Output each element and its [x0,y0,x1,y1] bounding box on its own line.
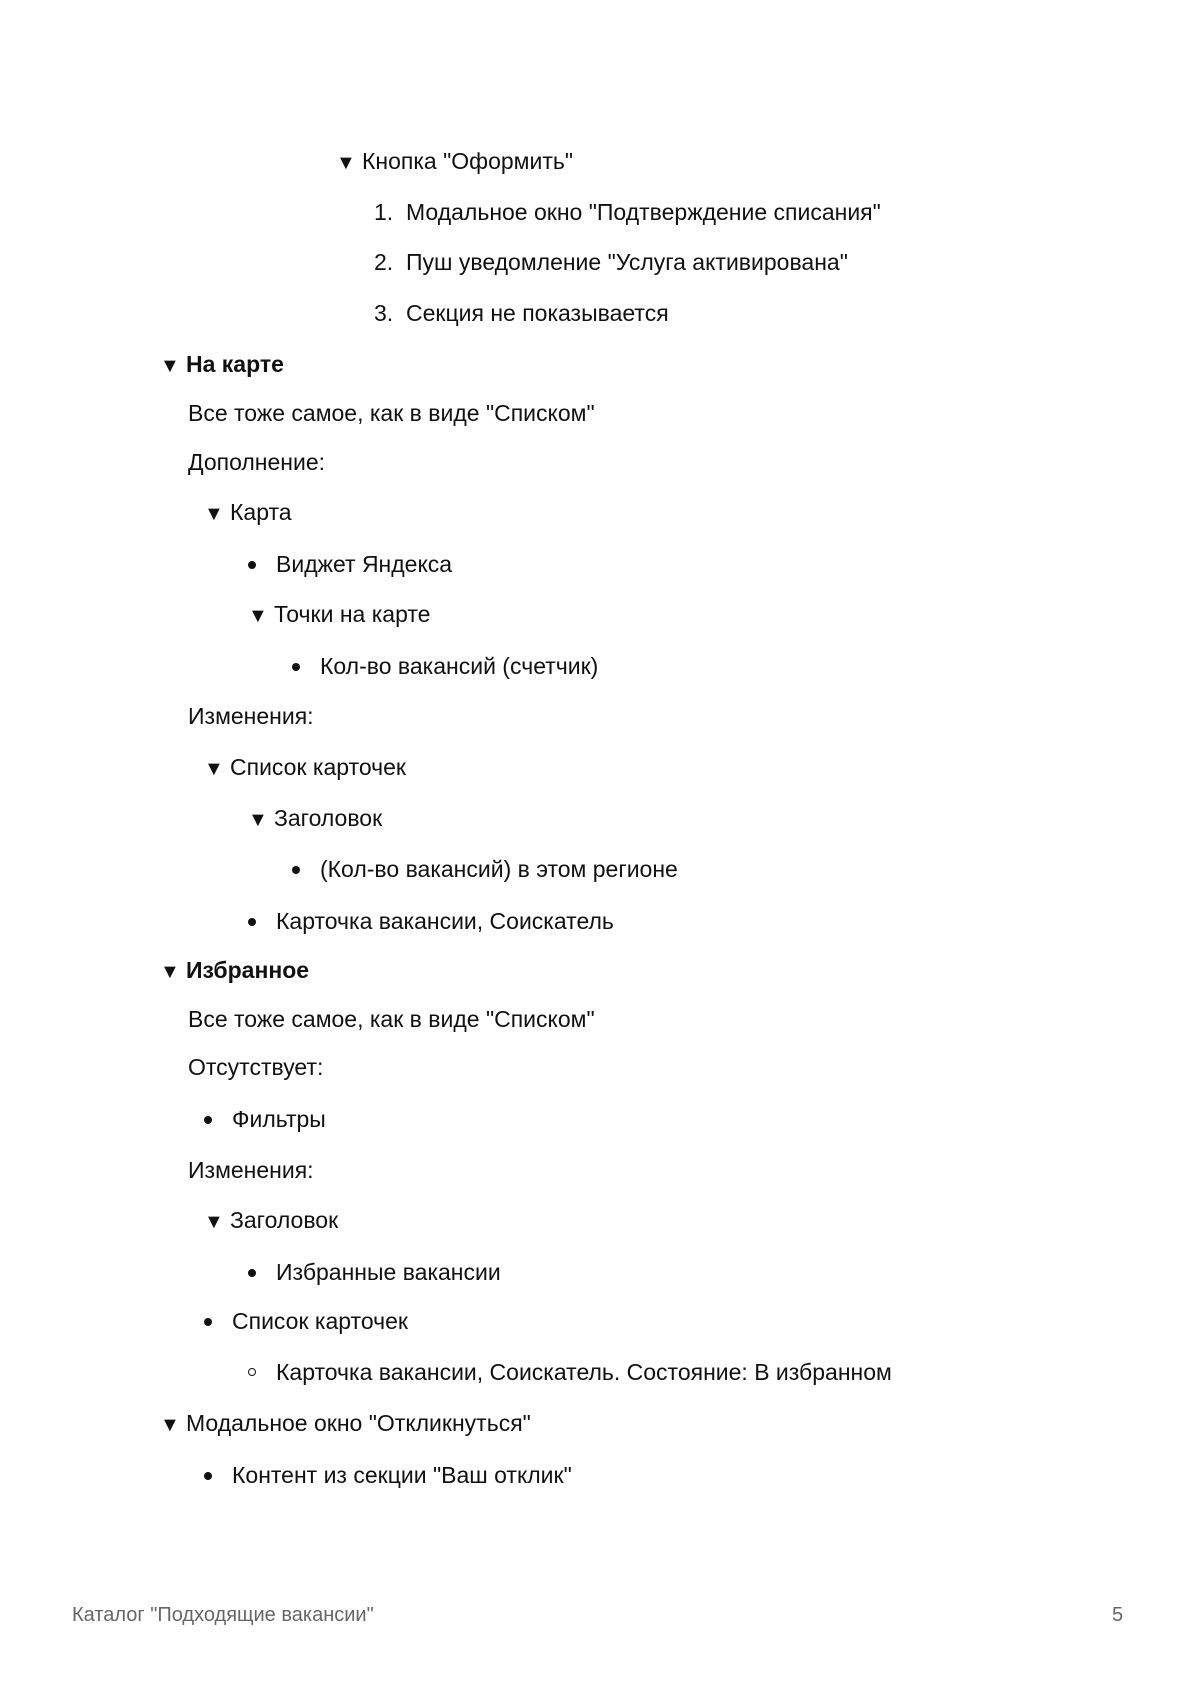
collapsible-heading[interactable] [248,803,382,835]
list-item-text: Карточка вакансии, Соискатель [276,908,614,934]
bullet-icon [248,561,256,569]
list-item-text: Карточка вакансии, Соискатель. Состояние: В избранном [276,1359,892,1385]
heading-text: Точки на карте [274,601,431,627]
list-item [276,549,452,579]
triangle-down-icon: ▼ [248,809,268,831]
triangle-down-icon: ▼ [204,758,224,780]
heading-text: Заголовок [230,1207,339,1233]
list-item [232,1104,326,1134]
bullet-icon [292,866,300,874]
footer-title: Каталог "Подходящие вакансии" [72,1604,374,1626]
triangle-down-icon: ▼ [204,503,224,525]
list-item [374,247,848,277]
paragraph: Изменения: [188,1157,314,1183]
list-item [276,906,614,936]
list-item [276,1357,892,1387]
list-item-text: Модальное окно "Подтверждение списания" [406,199,881,225]
bullet-icon [204,1472,212,1480]
list-item-text: Секция не показывается [406,300,669,326]
list-item [320,651,598,681]
list-item [374,197,881,227]
collapsible-heading[interactable] [160,955,309,987]
list-item [320,854,678,884]
collapsible-heading[interactable] [160,1408,531,1440]
heading-text: На карте [186,351,284,377]
hollow-bullet-icon [248,1368,256,1376]
list-item-text: Пуш уведомление "Услуга активирована" [406,249,848,275]
list-item-text: Контент из секции "Ваш отклик" [232,1462,572,1488]
heading-text: Заголовок [274,805,383,831]
triangle-down-icon: ▼ [160,355,180,377]
heading-text: Карта [230,499,292,525]
paragraph: Все тоже самое, как в виде "Списком" [188,400,595,426]
bullet-icon [248,1269,256,1277]
collapsible-heading[interactable] [160,349,284,381]
collapsible-heading[interactable] [336,146,573,178]
collapsible-heading[interactable] [204,752,406,784]
triangle-down-icon: ▼ [160,1414,180,1436]
bullet-icon [248,918,256,926]
list-item-text: Кол-во вакансий (счетчик) [320,653,599,679]
collapsible-heading[interactable] [204,1205,338,1237]
paragraph: Все тоже самое, как в виде "Списком" [188,1006,595,1032]
paragraph: Изменения: [188,703,314,729]
triangle-down-icon: ▼ [248,605,268,627]
collapsible-heading[interactable] [204,497,292,529]
heading-text: Кнопка "Оформить" [362,148,573,174]
list-item-text: (Кол-во вакансий) в этом регионе [320,856,678,882]
bullet-icon [292,663,300,671]
list-item [374,298,669,328]
list-item [232,1460,572,1490]
list-item-text: Список карточек [232,1308,408,1334]
list-item [232,1306,408,1336]
heading-text: Список карточек [230,754,406,780]
heading-text: Избранное [186,957,310,983]
list-number: 2. [374,249,394,275]
list-number: 1. [374,199,394,225]
paragraph: Отсутствует: [188,1054,324,1080]
triangle-down-icon: ▼ [336,152,356,174]
list-item [276,1257,501,1287]
triangle-down-icon: ▼ [160,961,180,983]
list-item-text: Виджет Яндекса [276,551,453,577]
bullet-icon [204,1318,212,1326]
bullet-icon [204,1116,212,1124]
triangle-down-icon: ▼ [204,1211,224,1233]
collapsible-heading[interactable] [248,599,430,631]
list-item-text: Избранные вакансии [276,1259,501,1285]
list-number: 3. [374,300,394,326]
list-item-text: Фильтры [232,1106,326,1132]
paragraph: Дополнение: [188,449,326,475]
heading-text: Модальное окно "Откликнуться" [186,1410,531,1436]
page-number: 5 [1112,1604,1124,1626]
